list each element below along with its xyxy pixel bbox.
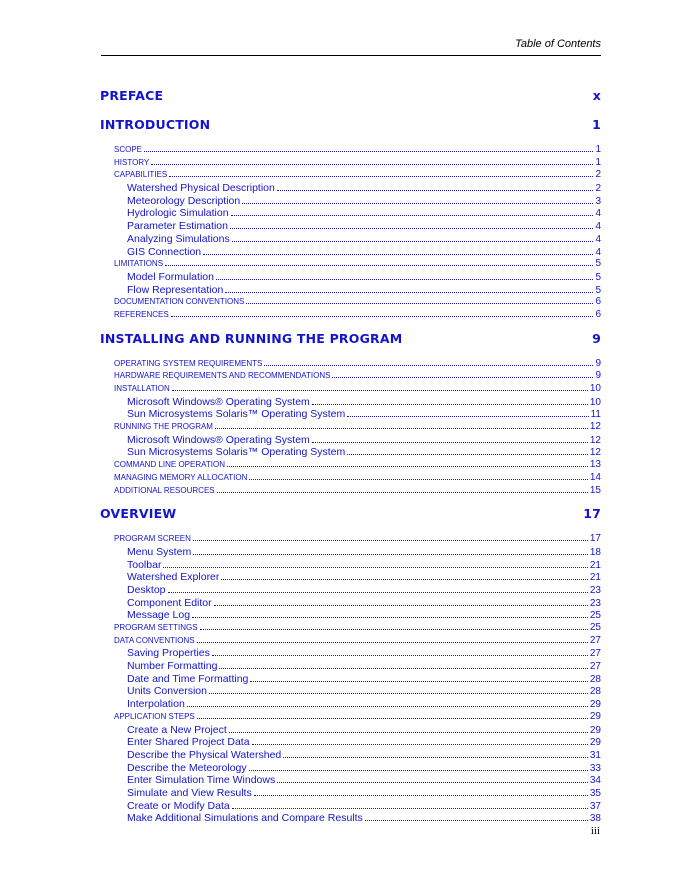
section-spacer <box>100 825 601 832</box>
toc-subentry[interactable] <box>100 220 601 233</box>
toc-entry-title: MANAGING MEMORY ALLOCATION <box>114 472 248 482</box>
dot-leader <box>193 540 588 541</box>
toc-entry-title: Interpolation <box>127 698 185 711</box>
toc-entry-title: Number Formatting <box>127 660 218 673</box>
section-spacer <box>100 349 601 358</box>
toc-entry-title: Menu System <box>127 545 192 558</box>
toc-entry-page: 4 <box>595 233 601 245</box>
toc-entry-page: 4 <box>595 221 601 233</box>
toc-subentry[interactable] <box>100 647 601 660</box>
toc-entry-title: Flow Representation <box>127 283 224 296</box>
dot-leader <box>249 770 588 771</box>
dot-leader <box>232 808 588 809</box>
toc-subentry[interactable] <box>100 546 601 559</box>
toc-entry-page: 29 <box>589 737 601 749</box>
toc-subentry[interactable] <box>100 736 601 749</box>
dot-leader <box>232 241 594 242</box>
dot-leader <box>264 365 593 366</box>
toc-entry-page: 9 <box>595 370 601 382</box>
toc-entry[interactable] <box>100 635 601 648</box>
section-spacer <box>100 497 601 504</box>
toc-entry-title: INSTALLATION <box>114 384 170 393</box>
toc-subentry[interactable] <box>100 673 601 686</box>
dot-leader <box>216 279 593 280</box>
toc-entry-page: 23 <box>589 597 601 609</box>
dot-leader <box>165 265 593 266</box>
toc-entry-title: Enter Simulation Time Windows <box>127 774 276 787</box>
dot-leader <box>277 782 588 783</box>
toc-entry-page: 10 <box>589 396 601 408</box>
toc-entry-page: 13 <box>589 459 601 471</box>
toc-entry-page: 27 <box>589 648 601 660</box>
toc-subentry[interactable] <box>100 284 601 297</box>
dot-leader <box>312 442 588 443</box>
toc-subentry[interactable] <box>100 233 601 246</box>
dot-leader <box>283 757 588 758</box>
toc-entry-title: Desktop <box>127 583 166 596</box>
toc-entry-title: Units Conversion <box>127 685 207 698</box>
toc-section-page: 9 <box>592 330 601 346</box>
toc-subentry[interactable] <box>100 182 601 195</box>
section-spacer <box>100 106 601 115</box>
toc-entry-title: GIS Connection <box>127 245 202 258</box>
dot-leader <box>252 744 588 745</box>
toc-entry-title: REFERENCES <box>114 309 169 319</box>
toc-entry-page: 4 <box>595 208 601 220</box>
toc-section-page: 1 <box>592 117 601 132</box>
dot-leader <box>163 567 587 568</box>
toc-entry[interactable] <box>100 169 601 182</box>
dot-leader <box>332 377 593 378</box>
dot-leader <box>365 820 588 821</box>
toc-entry[interactable] <box>100 421 601 434</box>
dot-leader <box>168 592 588 593</box>
dot-leader <box>242 203 593 204</box>
toc-entry-title: Microsoft Windows® Operating System <box>127 433 310 446</box>
dot-leader <box>225 292 593 293</box>
toc-entry-page: 21 <box>589 559 601 571</box>
dot-leader <box>193 554 588 555</box>
dot-leader <box>214 605 588 606</box>
dot-leader <box>347 416 588 417</box>
toc-subentry[interactable] <box>100 446 601 459</box>
toc-entry-page: 28 <box>589 673 601 685</box>
toc-entry-page: 38 <box>589 813 601 825</box>
toc-entry-title: Watershed Explorer <box>127 571 220 584</box>
toc-subentry[interactable] <box>100 434 601 447</box>
toc-entry-title: HISTORY <box>114 157 150 167</box>
toc-entry-page: 12 <box>589 447 601 459</box>
dot-leader <box>277 190 594 191</box>
toc-entry-page: 25 <box>589 622 601 633</box>
toc-entry[interactable] <box>100 309 601 322</box>
toc-subentry[interactable] <box>100 749 601 762</box>
toc-entry[interactable] <box>100 258 601 271</box>
toc-entry-page: 2 <box>595 169 601 181</box>
toc-entry-title: Message Log <box>127 609 191 622</box>
toc-entry-page: 15 <box>589 484 601 496</box>
toc-entry[interactable] <box>100 370 601 383</box>
toc-entry-page: 37 <box>589 800 601 812</box>
toc-entry-title: Simulate and View Results <box>127 786 252 799</box>
toc-section-title: INSTALLING AND RUNNING THE PROGRAM <box>100 330 403 346</box>
toc-entry-title: LIMITATIONS <box>114 259 164 269</box>
header-rule <box>101 55 601 56</box>
toc-section-heading[interactable] <box>100 504 601 524</box>
toc-entry-title: Component Editor <box>127 596 212 609</box>
toc-entry-title: Analyzing Simulations <box>127 232 230 245</box>
toc-entry-page: 33 <box>589 762 601 774</box>
toc-entry-page: 1 <box>595 156 601 168</box>
toc-entry-page: 10 <box>589 383 601 394</box>
toc-subentry[interactable] <box>100 787 601 800</box>
toc-entry-page: 31 <box>589 749 601 761</box>
toc-entry-page: 6 <box>595 296 601 308</box>
toc-subentry[interactable] <box>100 774 601 787</box>
toc-entry-title: Date and Time Formatting <box>127 672 249 685</box>
toc-entry-title: DOCUMENTATION CONVENTIONS <box>114 297 245 307</box>
toc-entry-title: OPERATING SYSTEM REQUIREMENTS <box>114 358 263 368</box>
dot-leader <box>209 693 588 694</box>
dot-leader <box>231 215 594 216</box>
table-of-contents <box>100 86 601 832</box>
toc-subentry[interactable] <box>100 660 601 673</box>
toc-entry-page: 27 <box>589 661 601 673</box>
toc-subentry[interactable] <box>100 271 601 284</box>
toc-entry-page: 25 <box>589 610 601 622</box>
toc-entry-title: PROGRAM SCREEN <box>114 534 191 544</box>
toc-entry[interactable] <box>100 144 601 157</box>
dot-leader <box>227 466 588 467</box>
toc-entry-title: CAPABILITIES <box>114 170 168 180</box>
toc-entry-page: 14 <box>589 471 601 483</box>
toc-subentry[interactable] <box>100 584 601 597</box>
dot-leader <box>221 579 587 580</box>
dot-leader <box>229 732 588 733</box>
toc-entry-title: Saving Properties <box>127 647 210 660</box>
running-header: Table of Contents <box>515 38 601 50</box>
toc-subentry[interactable] <box>100 597 601 610</box>
toc-entry[interactable] <box>100 472 601 485</box>
toc-entry-title: PROGRAM SETTINGS <box>114 623 198 632</box>
toc-entry[interactable] <box>100 622 601 635</box>
toc-entry[interactable] <box>100 358 601 371</box>
toc-entry-page: 29 <box>589 724 601 736</box>
dot-leader <box>217 492 588 493</box>
toc-entry-page: 2 <box>595 183 601 195</box>
dot-leader <box>172 390 588 391</box>
dot-leader <box>254 795 588 796</box>
toc-subentry[interactable] <box>100 396 601 409</box>
toc-section-heading[interactable] <box>100 115 601 135</box>
toc-subentry[interactable] <box>100 408 601 421</box>
toc-entry-page: 4 <box>595 246 601 258</box>
toc-entry-title: DATA CONVENTIONS <box>114 635 195 645</box>
dot-leader <box>200 629 588 630</box>
toc-entry-page: 34 <box>589 775 601 787</box>
section-spacer <box>100 524 601 533</box>
toc-entry-page: 21 <box>589 572 601 584</box>
toc-entry-page: 3 <box>595 195 601 207</box>
dot-leader <box>215 428 588 429</box>
toc-entry-page: 12 <box>589 434 601 446</box>
toc-section-title: INTRODUCTION <box>100 117 211 132</box>
toc-entry[interactable] <box>100 157 601 170</box>
toc-entry-page: 29 <box>589 699 601 711</box>
dot-leader <box>192 617 588 618</box>
toc-entry-title: APPLICATION STEPS <box>114 711 195 721</box>
toc-subentry[interactable] <box>100 762 601 775</box>
toc-entry[interactable] <box>100 383 601 396</box>
toc-subentry[interactable] <box>100 609 601 622</box>
toc-subentry[interactable] <box>100 800 601 813</box>
dot-leader <box>312 404 588 405</box>
section-spacer <box>100 135 601 144</box>
dot-leader <box>203 254 593 255</box>
dot-leader <box>197 718 588 719</box>
toc-entry[interactable] <box>100 459 601 472</box>
toc-entry-title: Model Formulation <box>127 270 214 283</box>
toc-subentry[interactable] <box>100 812 601 825</box>
toc-entry-page: 5 <box>595 271 601 283</box>
toc-entry-title: HARDWARE REQUIREMENTS AND RECOMMENDATIONS <box>114 371 331 381</box>
toc-entry-title: Watershed Physical Description <box>127 182 275 195</box>
toc-section-title: OVERVIEW <box>100 506 177 522</box>
toc-section-page: x <box>592 88 601 103</box>
toc-entry-page: 12 <box>589 421 601 433</box>
dot-leader <box>197 642 588 643</box>
toc-subentry[interactable] <box>100 246 601 259</box>
toc-entry-title: Describe the Physical Watershed <box>127 748 282 761</box>
toc-entry-title: Parameter Estimation <box>127 220 228 233</box>
toc-section-title: PREFACE <box>100 88 164 103</box>
toc-subentry[interactable] <box>100 195 601 208</box>
toc-entry-page: 23 <box>589 584 601 596</box>
toc-entry-page: 29 <box>589 710 601 722</box>
toc-entry-page: 17 <box>589 533 601 545</box>
toc-entry-title: RUNNING THE PROGRAM <box>114 422 213 432</box>
dot-leader <box>246 303 593 304</box>
toc-entry-title: Enter Shared Project Data <box>127 736 250 749</box>
dot-leader <box>212 655 588 656</box>
toc-entry-title: Toolbar <box>127 558 162 571</box>
toc-entry-page: 28 <box>589 686 601 698</box>
toc-entry-title: Sun Microsystems Solaris™ Operating System <box>127 408 346 421</box>
toc-entry-page: 9 <box>595 357 601 369</box>
toc-section-page: 17 <box>583 506 601 522</box>
toc-entry[interactable] <box>100 296 601 309</box>
toc-entry[interactable] <box>100 533 601 546</box>
toc-entry-title: ADDITIONAL RESOURCES <box>114 485 215 495</box>
toc-entry-page: 5 <box>595 258 601 270</box>
toc-entry-title: Create a New Project <box>127 723 227 736</box>
toc-subentry[interactable] <box>100 685 601 698</box>
toc-subentry[interactable] <box>100 559 601 572</box>
dot-leader <box>144 151 593 152</box>
toc-subentry[interactable] <box>100 571 601 584</box>
section-spacer <box>100 322 601 329</box>
toc-entry-page: 5 <box>595 284 601 296</box>
toc-section-heading[interactable] <box>100 86 601 106</box>
toc-entry-title: Sun Microsystems Solaris™ Operating System <box>127 446 346 459</box>
toc-entry-page: 35 <box>589 787 601 799</box>
toc-entry-title: Create or Modify Data <box>127 799 230 812</box>
toc-entry-page: 6 <box>595 308 601 320</box>
toc-entry-title: SCOPE <box>114 145 143 154</box>
toc-entry-page: 18 <box>589 546 601 558</box>
toc-entry[interactable] <box>100 711 601 724</box>
toc-entry-title: Hydrologic Simulation <box>127 207 229 220</box>
dot-leader <box>169 176 593 177</box>
dot-leader <box>249 479 588 480</box>
toc-entry-title: Microsoft Windows® Operating System <box>127 395 310 408</box>
dot-leader <box>347 454 588 455</box>
dot-leader <box>250 681 587 682</box>
toc-entry[interactable] <box>100 485 601 498</box>
dot-leader <box>171 316 594 317</box>
dot-leader <box>187 706 588 707</box>
toc-subentry[interactable] <box>100 724 601 737</box>
toc-entry-title: COMMAND LINE OPERATION <box>114 460 225 470</box>
dot-leader <box>219 668 587 669</box>
toc-subentry[interactable] <box>100 207 601 220</box>
toc-entry-page: 1 <box>595 144 601 155</box>
toc-entry-page: 11 <box>590 409 601 421</box>
toc-entry-title: Make Additional Simulations and Compare Results <box>127 812 363 825</box>
page-number: iii <box>590 825 600 837</box>
toc-subentry[interactable] <box>100 698 601 711</box>
toc-entry-page: 27 <box>589 634 601 646</box>
toc-section-heading[interactable] <box>100 329 601 349</box>
dot-leader <box>230 228 593 229</box>
dot-leader <box>151 164 593 165</box>
toc-entry-title: Describe the Meteorology <box>127 761 247 774</box>
toc-entry-title: Meteorology Description <box>127 194 241 207</box>
